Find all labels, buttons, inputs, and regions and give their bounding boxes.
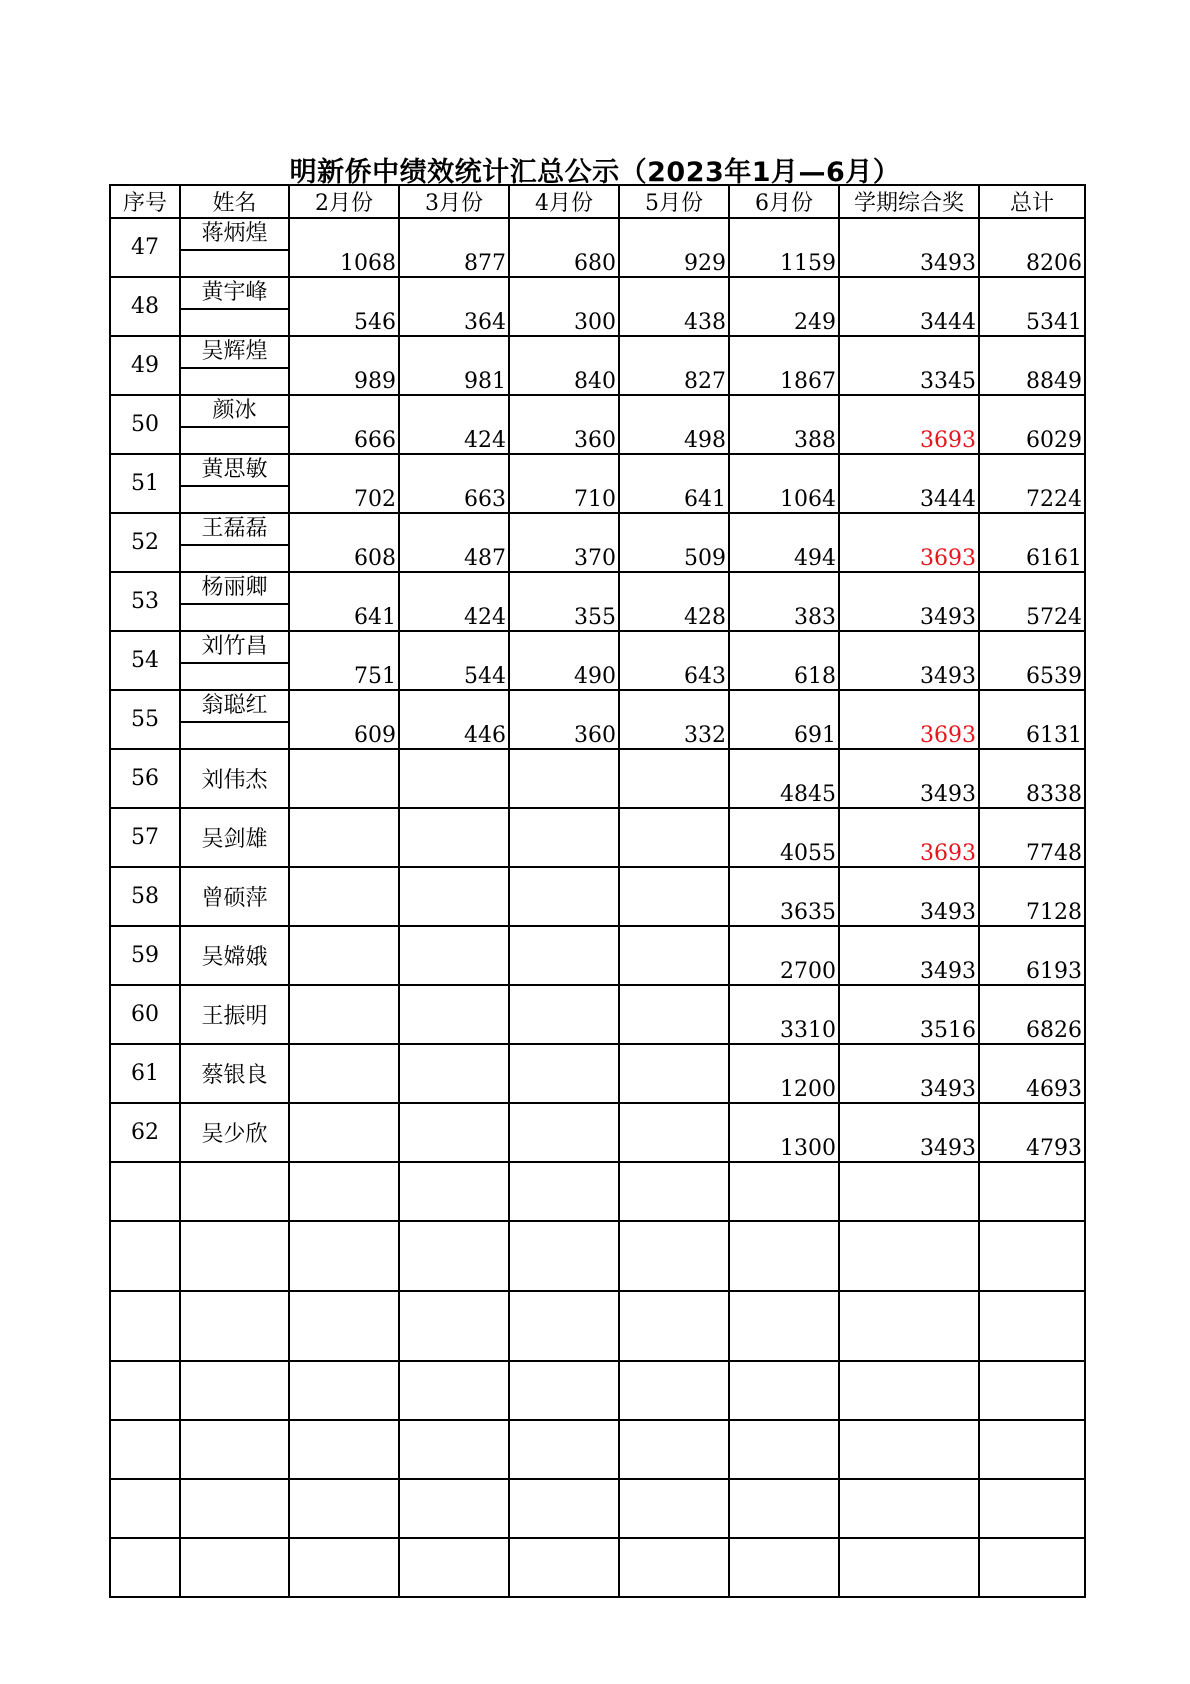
empty-cell <box>180 1479 289 1538</box>
empty-cell <box>729 1420 839 1479</box>
row-name-cell <box>180 454 289 513</box>
row-name-cell <box>180 631 289 690</box>
empty-cell <box>289 1479 399 1538</box>
row-total: 6131 <box>979 690 1085 749</box>
row-seq: 62 <box>110 1103 180 1162</box>
row-apr <box>509 867 619 926</box>
row-seq: 56 <box>110 749 180 808</box>
row-jun: 1064 <box>729 454 839 513</box>
table-row <box>110 277 1085 336</box>
row-total: 6161 <box>979 513 1085 572</box>
row-may: 827 <box>619 336 729 395</box>
row-feb <box>289 808 399 867</box>
row-mar <box>399 1044 509 1103</box>
table-body <box>110 218 1085 1597</box>
empty-cell <box>979 1420 1085 1479</box>
row-may: 428 <box>619 572 729 631</box>
header-row <box>110 185 1085 218</box>
empty-cell <box>399 1420 509 1479</box>
header-seq: 序号 <box>110 185 180 218</box>
row-mar: 424 <box>399 395 509 454</box>
row-name: 吴剑雄 <box>180 808 289 867</box>
row-seq: 50 <box>110 395 180 454</box>
row-jun: 249 <box>729 277 839 336</box>
row-name: 王振明 <box>180 985 289 1044</box>
empty-cell <box>839 1361 979 1420</box>
row-feb <box>289 1103 399 1162</box>
empty-cell <box>619 1291 729 1361</box>
row-mar <box>399 1103 509 1162</box>
empty-cell <box>180 1221 289 1291</box>
empty-cell <box>619 1361 729 1420</box>
row-award: 3493 <box>839 1103 979 1162</box>
row-name: 黄思敏 <box>181 455 288 487</box>
row-feb <box>289 867 399 926</box>
row-jun: 3635 <box>729 867 839 926</box>
empty-cell <box>289 1291 399 1361</box>
row-award: 3493 <box>839 218 979 277</box>
row-jun: 383 <box>729 572 839 631</box>
row-apr <box>509 985 619 1044</box>
row-award: 3493 <box>839 572 979 631</box>
row-total: 6029 <box>979 395 1085 454</box>
row-may: 509 <box>619 513 729 572</box>
row-award: 3493 <box>839 867 979 926</box>
row-feb: 1068 <box>289 218 399 277</box>
row-may: 929 <box>619 218 729 277</box>
row-seq: 58 <box>110 867 180 926</box>
row-feb <box>289 1044 399 1103</box>
page-title: 明新侨中绩效统计汇总公示（2023年1月—6月） <box>289 157 901 188</box>
row-mar: 446 <box>399 690 509 749</box>
empty-cell <box>979 1291 1085 1361</box>
row-apr <box>509 1044 619 1103</box>
row-name: 翁聪红 <box>181 691 288 723</box>
row-jun: 494 <box>729 513 839 572</box>
row-award: 3693 <box>839 513 979 572</box>
empty-cell <box>180 1361 289 1420</box>
row-seq: 47 <box>110 218 180 277</box>
row-mar <box>399 749 509 808</box>
table-row <box>110 1044 1085 1103</box>
empty-cell <box>839 1479 979 1538</box>
empty-cell <box>110 1479 180 1538</box>
header-apr: 4月份 <box>509 185 619 218</box>
row-name-cell <box>180 336 289 395</box>
row-seq: 51 <box>110 454 180 513</box>
table-row <box>110 985 1085 1044</box>
row-name: 吴嫦娥 <box>180 926 289 985</box>
row-name-cell <box>180 218 289 277</box>
row-name: 蒋炳煌 <box>181 219 288 251</box>
row-mar: 981 <box>399 336 509 395</box>
table-row <box>110 572 1085 631</box>
row-mar: 364 <box>399 277 509 336</box>
row-seq: 59 <box>110 926 180 985</box>
row-apr: 840 <box>509 336 619 395</box>
header-jun: 6月份 <box>729 185 839 218</box>
row-feb: 546 <box>289 277 399 336</box>
empty-cell <box>180 1420 289 1479</box>
row-seq: 52 <box>110 513 180 572</box>
empty-cell <box>509 1420 619 1479</box>
row-may: 641 <box>619 454 729 513</box>
row-award: 3345 <box>839 336 979 395</box>
row-apr: 300 <box>509 277 619 336</box>
row-jun: 1867 <box>729 336 839 395</box>
row-award: 3693 <box>839 395 979 454</box>
row-award: 3693 <box>839 690 979 749</box>
empty-row <box>110 1479 1085 1538</box>
table-row <box>110 336 1085 395</box>
row-total: 8206 <box>979 218 1085 277</box>
row-name: 曾硕萍 <box>180 867 289 926</box>
empty-cell <box>619 1538 729 1597</box>
table-row <box>110 218 1085 277</box>
row-may <box>619 1044 729 1103</box>
table-row <box>110 1103 1085 1162</box>
header-mar: 3月份 <box>399 185 509 218</box>
empty-cell <box>110 1221 180 1291</box>
row-name-cell <box>180 690 289 749</box>
empty-cell <box>180 1162 289 1221</box>
empty-cell <box>289 1221 399 1291</box>
table-row <box>110 690 1085 749</box>
row-total: 5341 <box>979 277 1085 336</box>
empty-cell <box>509 1479 619 1538</box>
row-feb <box>289 985 399 1044</box>
row-mar <box>399 808 509 867</box>
empty-cell <box>180 1538 289 1597</box>
row-award: 3444 <box>839 277 979 336</box>
empty-cell <box>110 1291 180 1361</box>
empty-cell <box>979 1479 1085 1538</box>
row-award: 3493 <box>839 926 979 985</box>
row-jun: 4845 <box>729 749 839 808</box>
row-jun: 3310 <box>729 985 839 1044</box>
empty-row <box>110 1420 1085 1479</box>
row-apr: 710 <box>509 454 619 513</box>
empty-cell <box>509 1291 619 1361</box>
row-feb: 666 <box>289 395 399 454</box>
table-row <box>110 749 1085 808</box>
header-name: 姓名 <box>180 185 289 218</box>
empty-cell <box>839 1291 979 1361</box>
row-jun: 1300 <box>729 1103 839 1162</box>
row-feb: 609 <box>289 690 399 749</box>
row-seq: 53 <box>110 572 180 631</box>
row-jun: 388 <box>729 395 839 454</box>
row-may <box>619 808 729 867</box>
row-feb <box>289 749 399 808</box>
row-total: 6826 <box>979 985 1085 1044</box>
table-row <box>110 454 1085 513</box>
empty-cell <box>110 1420 180 1479</box>
row-apr <box>509 808 619 867</box>
row-name: 吴少欣 <box>180 1103 289 1162</box>
empty-cell <box>979 1361 1085 1420</box>
empty-cell <box>729 1221 839 1291</box>
row-award: 3493 <box>839 1044 979 1103</box>
row-name-cell <box>180 572 289 631</box>
row-name-cell <box>180 513 289 572</box>
empty-cell <box>509 1162 619 1221</box>
empty-cell <box>839 1162 979 1221</box>
row-award: 3493 <box>839 749 979 808</box>
row-mar: 487 <box>399 513 509 572</box>
row-total: 7128 <box>979 867 1085 926</box>
empty-cell <box>399 1162 509 1221</box>
table-row <box>110 395 1085 454</box>
empty-cell <box>619 1420 729 1479</box>
empty-cell <box>729 1361 839 1420</box>
row-jun: 691 <box>729 690 839 749</box>
row-feb: 989 <box>289 336 399 395</box>
row-total: 7224 <box>979 454 1085 513</box>
row-apr: 360 <box>509 395 619 454</box>
row-total: 8849 <box>979 336 1085 395</box>
row-may <box>619 1103 729 1162</box>
row-mar <box>399 867 509 926</box>
row-jun: 1159 <box>729 218 839 277</box>
row-total: 5724 <box>979 572 1085 631</box>
row-award: 3516 <box>839 985 979 1044</box>
row-mar <box>399 985 509 1044</box>
empty-cell <box>839 1538 979 1597</box>
header-feb: 2月份 <box>289 185 399 218</box>
row-jun: 2700 <box>729 926 839 985</box>
row-apr: 680 <box>509 218 619 277</box>
empty-cell <box>979 1538 1085 1597</box>
empty-cell <box>509 1538 619 1597</box>
header-award: 学期综合奖 <box>839 185 979 218</box>
empty-cell <box>289 1538 399 1597</box>
row-total: 4693 <box>979 1044 1085 1103</box>
empty-cell <box>289 1420 399 1479</box>
row-jun: 4055 <box>729 808 839 867</box>
empty-cell <box>729 1162 839 1221</box>
empty-cell <box>399 1538 509 1597</box>
row-name: 蔡银良 <box>180 1044 289 1103</box>
empty-cell <box>619 1162 729 1221</box>
empty-row <box>110 1361 1085 1420</box>
header-may: 5月份 <box>619 185 729 218</box>
empty-cell <box>839 1221 979 1291</box>
row-seq: 54 <box>110 631 180 690</box>
row-may: 498 <box>619 395 729 454</box>
empty-cell <box>979 1221 1085 1291</box>
empty-cell <box>289 1361 399 1420</box>
row-name: 刘竹昌 <box>181 632 288 664</box>
row-may <box>619 926 729 985</box>
table-row <box>110 631 1085 690</box>
row-total: 7748 <box>979 808 1085 867</box>
row-name: 王磊磊 <box>181 514 288 546</box>
row-total: 4793 <box>979 1103 1085 1162</box>
empty-row <box>110 1221 1085 1291</box>
row-may <box>619 867 729 926</box>
table-row <box>110 926 1085 985</box>
empty-cell <box>509 1361 619 1420</box>
row-jun: 1200 <box>729 1044 839 1103</box>
empty-cell <box>839 1420 979 1479</box>
row-may: 332 <box>619 690 729 749</box>
row-total: 6539 <box>979 631 1085 690</box>
row-feb: 702 <box>289 454 399 513</box>
empty-cell <box>110 1538 180 1597</box>
row-mar: 877 <box>399 218 509 277</box>
empty-cell <box>619 1479 729 1538</box>
row-total: 8338 <box>979 749 1085 808</box>
row-feb <box>289 926 399 985</box>
row-may <box>619 985 729 1044</box>
row-award: 3693 <box>839 808 979 867</box>
row-seq: 49 <box>110 336 180 395</box>
row-name: 吴辉煌 <box>181 337 288 369</box>
row-jun: 618 <box>729 631 839 690</box>
empty-cell <box>399 1479 509 1538</box>
row-mar: 424 <box>399 572 509 631</box>
empty-cell <box>729 1291 839 1361</box>
empty-cell <box>110 1361 180 1420</box>
row-apr: 355 <box>509 572 619 631</box>
empty-cell <box>180 1291 289 1361</box>
empty-cell <box>399 1291 509 1361</box>
row-mar <box>399 926 509 985</box>
row-may: 643 <box>619 631 729 690</box>
row-name: 黄宇峰 <box>181 278 288 310</box>
row-seq: 60 <box>110 985 180 1044</box>
row-name: 刘伟杰 <box>180 749 289 808</box>
row-seq: 48 <box>110 277 180 336</box>
row-name-cell <box>180 277 289 336</box>
empty-cell <box>289 1162 399 1221</box>
empty-cell <box>509 1221 619 1291</box>
row-name-cell <box>180 395 289 454</box>
row-apr <box>509 926 619 985</box>
empty-row <box>110 1162 1085 1221</box>
row-apr <box>509 749 619 808</box>
empty-row <box>110 1291 1085 1361</box>
row-mar: 663 <box>399 454 509 513</box>
row-name: 杨丽卿 <box>181 573 288 605</box>
row-seq: 57 <box>110 808 180 867</box>
row-feb: 641 <box>289 572 399 631</box>
empty-cell <box>729 1479 839 1538</box>
empty-cell <box>399 1221 509 1291</box>
row-seq: 55 <box>110 690 180 749</box>
performance-table <box>109 184 1086 1598</box>
empty-cell <box>979 1162 1085 1221</box>
table-row <box>110 808 1085 867</box>
header-total: 总计 <box>979 185 1085 218</box>
table-row <box>110 513 1085 572</box>
row-award: 3493 <box>839 631 979 690</box>
row-award: 3444 <box>839 454 979 513</box>
row-total: 6193 <box>979 926 1085 985</box>
row-may: 438 <box>619 277 729 336</box>
empty-cell <box>110 1162 180 1221</box>
row-feb: 751 <box>289 631 399 690</box>
row-apr: 370 <box>509 513 619 572</box>
row-seq: 61 <box>110 1044 180 1103</box>
row-apr: 360 <box>509 690 619 749</box>
empty-row <box>110 1538 1085 1597</box>
empty-cell <box>619 1221 729 1291</box>
row-feb: 608 <box>289 513 399 572</box>
row-mar: 544 <box>399 631 509 690</box>
row-apr: 490 <box>509 631 619 690</box>
row-name: 颜冰 <box>181 396 288 428</box>
table-row <box>110 867 1085 926</box>
row-may <box>619 749 729 808</box>
empty-cell <box>729 1538 839 1597</box>
empty-cell <box>399 1361 509 1420</box>
row-apr <box>509 1103 619 1162</box>
